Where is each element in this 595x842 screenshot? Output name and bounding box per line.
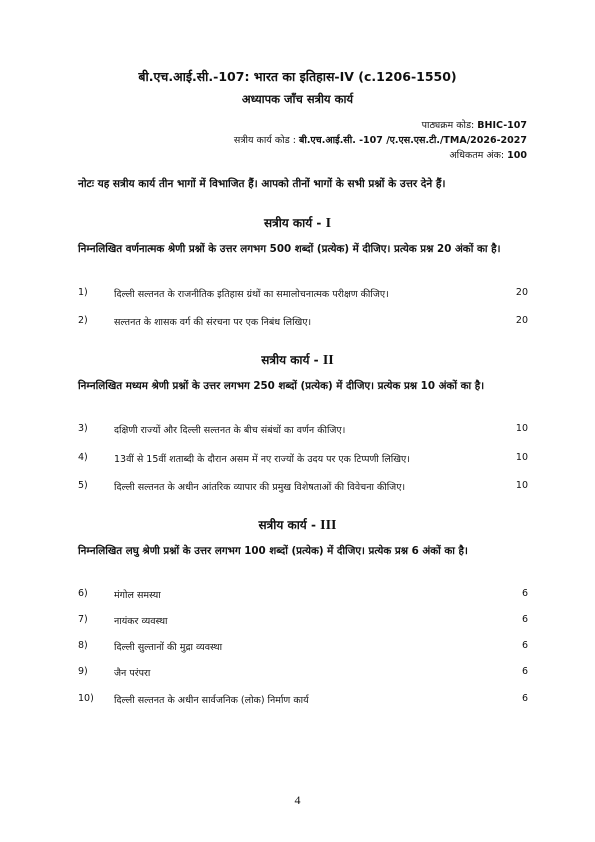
max-marks-value: 100: [507, 150, 527, 161]
question-item: [78, 666, 528, 682]
question-item: [78, 287, 528, 303]
instructions-note: नोटः यह सत्रीय कार्य तीन भागों में विभाजित हैं। आपको तीनों भागों के सभी प्रश्नों के उत्तर देने हैं।: [78, 178, 446, 190]
question-text: दिल्ली सल्तनत के राजनीतिक इतिहास ग्रंथों का समालोचनात्मक परीक्षण कीजिए।: [114, 289, 389, 300]
section-roman-numeral: I: [325, 216, 332, 231]
question-item: [78, 452, 528, 468]
question-text: मंगोल समस्या: [114, 590, 161, 601]
question-marks: 6: [521, 693, 528, 704]
question-marks: 10: [515, 480, 528, 491]
question-item: [78, 614, 528, 630]
question-item: [78, 640, 528, 656]
question-number: 8): [78, 640, 88, 651]
section-roman-numeral: II: [322, 353, 334, 368]
assignment-code-line: [234, 133, 527, 146]
course-code-line: [422, 118, 527, 131]
section-heading-1: [0, 214, 595, 232]
question-number: 6): [78, 588, 88, 599]
question-number: 4): [78, 452, 88, 463]
question-marks: 6: [521, 666, 528, 677]
section-heading-label: सत्रीय कार्य -: [261, 353, 319, 367]
section-roman-numeral: III: [320, 518, 337, 533]
assignment-code-value: बी.एच.आई.सी. -107 /ए.एस.एस.टी./TMA/2026-2027: [298, 135, 527, 146]
question-marks: 20: [515, 315, 528, 326]
question-item: [78, 588, 528, 604]
question-text: दक्षिणी राज्यों और दिल्ली सल्तनत के बीच संबंधों का वर्णन कीजिए।: [114, 425, 346, 436]
question-text: सल्तनत के शासक वर्ग की संरचना पर एक निबंध लिखिए।: [114, 317, 312, 328]
assignment-code-label: सत्रीय कार्य कोड :: [233, 135, 296, 146]
question-item: [78, 693, 528, 709]
question-number: 3): [78, 423, 88, 434]
question-number: 5): [78, 480, 88, 491]
question-text: दिल्ली सल्तनत के अधीन सार्वजनिक (लोक) निर्माण कार्य: [114, 695, 309, 706]
section-heading-2: [0, 351, 595, 369]
question-number: 1): [78, 287, 88, 298]
section-instruction-1: निम्नलिखित वर्णनात्मक श्रेणी प्रश्नों के उत्तर लगभग 500 शब्दों (प्रत्येक) में दीजिए। प्रत्येक प्रश्न 20 अंकों का है।: [78, 243, 501, 255]
question-number: 2): [78, 315, 88, 326]
question-marks: 6: [521, 614, 528, 625]
question-marks: 6: [521, 640, 528, 651]
page-number: 4: [294, 793, 301, 807]
question-item: [78, 423, 528, 439]
question-text: जैन परंपरा: [114, 668, 151, 679]
section-heading-label: सत्रीय कार्य -: [258, 518, 316, 532]
section-heading-3: [0, 516, 595, 534]
question-marks: 10: [515, 423, 528, 434]
section-instruction-3: निम्नलिखित लघु श्रेणी प्रश्नों के उत्तर लगभग 100 शब्दों (प्रत्येक) में दीजिए। प्रत्येक प्रश्न 6 अंकों का है।: [78, 545, 468, 557]
question-text: नायंकर व्यवस्था: [114, 616, 168, 627]
document-title: बी.एच.आई.सी.-107: भारत का इतिहास-IV (c.1206-1550): [138, 69, 457, 84]
max-marks-line: [449, 148, 527, 161]
section-heading-label: सत्रीय कार्य -: [263, 216, 322, 230]
course-code-label: पाठ्यक्रम कोड:: [421, 120, 475, 131]
course-code-value: BHIC-107: [477, 120, 527, 131]
max-marks-label: अधिकतम अंक:: [449, 150, 505, 161]
question-marks: 20: [515, 287, 528, 298]
question-text: दिल्ली सल्तनत के अधीन आंतरिक व्यापार की प्रमुख विशेषताओं की विवेचना कीजिए।: [114, 482, 406, 493]
question-marks: 6: [521, 588, 528, 599]
question-item: [78, 315, 528, 331]
question-marks: 10: [515, 452, 528, 463]
question-item: [78, 480, 528, 496]
document-subtitle: अध्यापक जाँच सत्रीय कार्य: [241, 92, 354, 106]
question-number: 9): [78, 666, 88, 677]
question-number: 7): [78, 614, 88, 625]
section-instruction-2: निम्नलिखित मध्यम श्रेणी प्रश्नों के उत्तर लगभग 250 शब्दों (प्रत्येक) में दीजिए। प्रत्येक प्रश्न 10 अंकों का है।: [78, 380, 485, 392]
question-number: 10): [78, 693, 94, 704]
question-text: दिल्ली सुल्तानों की मुद्रा व्यवस्था: [114, 642, 223, 653]
question-text: 13वीं से 15वीं शताब्दी के दौरान असम में नए राज्यों के उदय पर एक टिप्पणी लिखिए।: [114, 454, 410, 465]
